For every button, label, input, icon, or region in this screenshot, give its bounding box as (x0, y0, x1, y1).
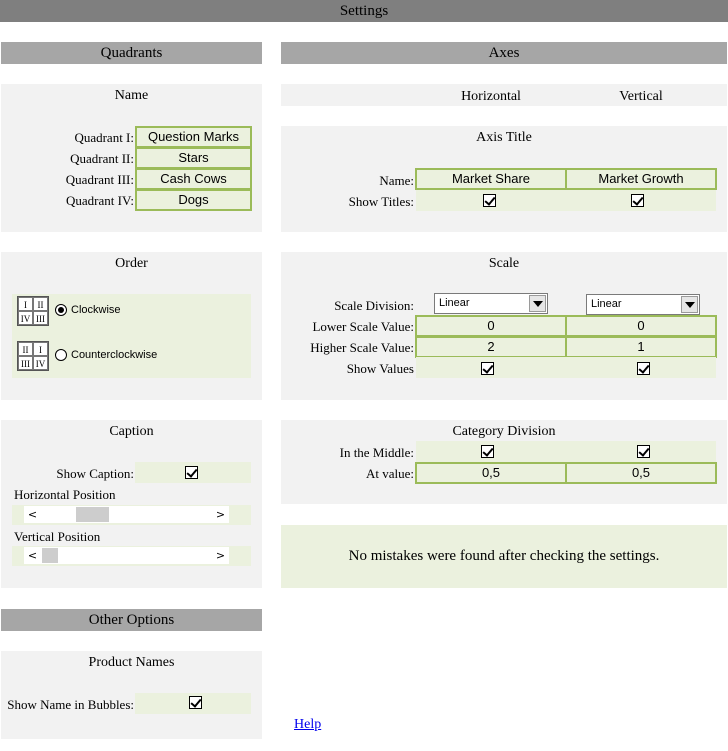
show-name-in-bubbles-label: Show Name in Bubbles: (7, 697, 134, 712)
scroll-right-icon[interactable]: > (215, 508, 226, 521)
category-division-title: Category Division (452, 424, 556, 439)
clockwise-label: Clockwise (71, 304, 121, 316)
show-horizontal-title-checkbox[interactable] (483, 194, 496, 207)
show-vertical-values-checkbox[interactable] (637, 362, 650, 375)
higher-scale-label: Higher Scale Value: (310, 340, 414, 355)
horizontal-higher-scale-input[interactable]: 2 (415, 336, 567, 358)
at-value-label: At value: (365, 466, 414, 481)
scale-division-label: Scale Division: (334, 298, 414, 313)
axis-name-label: Name: (379, 173, 414, 188)
horizontal-position-label: Horizontal Position (14, 487, 116, 502)
show-caption-label: Show Caption: (56, 466, 134, 481)
validation-message: No mistakes were found after checking the settings. (281, 525, 727, 588)
horizontal-at-value-input[interactable]: 0,5 (415, 462, 567, 484)
quadrant-4-input[interactable]: Dogs (135, 189, 252, 211)
vertical-column-header: Vertical (619, 89, 663, 104)
chevron-down-icon[interactable] (529, 295, 546, 312)
quadrant-2-input[interactable]: Stars (135, 147, 252, 169)
vertical-higher-scale-input[interactable]: 1 (565, 336, 717, 358)
quadrant-2-label: Quadrant II: (70, 151, 134, 166)
quadrant-3-input[interactable]: Cash Cows (135, 168, 252, 190)
vertical-axis-name-input[interactable]: Market Growth (565, 168, 717, 190)
show-vertical-title-checkbox[interactable] (631, 194, 644, 207)
name-section-title: Name (114, 88, 149, 103)
show-horizontal-values-checkbox[interactable] (481, 362, 494, 375)
help-link[interactable]: Help (294, 717, 322, 732)
show-caption-checkbox[interactable] (185, 466, 198, 479)
axis-title-section-title: Axis Title (476, 130, 532, 145)
vertical-position-label: Vertical Position (14, 529, 101, 544)
lower-scale-label: Lower Scale Value: (312, 319, 414, 334)
settings-title: Settings (339, 3, 389, 19)
horizontal-column-header: Horizontal (461, 89, 521, 104)
horizontal-scroll-thumb[interactable] (76, 507, 109, 522)
vertical-in-the-middle-checkbox[interactable] (637, 445, 650, 458)
in-the-middle-label: In the Middle: (339, 445, 414, 460)
axes-header: Axes (281, 42, 727, 64)
vertical-at-value-input[interactable]: 0,5 (565, 462, 717, 484)
horizontal-in-the-middle-checkbox[interactable] (481, 445, 494, 458)
horizontal-axis-name-input[interactable]: Market Share (415, 168, 567, 190)
order-section-title: Order (115, 256, 148, 271)
quadrant-3-label: Quadrant III: (65, 172, 134, 187)
show-titles-label: Show Titles: (348, 194, 414, 209)
vertical-scale-division-select[interactable]: Linear (586, 294, 700, 315)
vertical-lower-scale-input[interactable]: 0 (565, 315, 717, 337)
caption-section-title: Caption (109, 424, 154, 439)
quadrant-1-label: Quadrant I: (74, 130, 134, 145)
scroll-left-icon[interactable]: < (27, 549, 38, 562)
product-names-title: Product Names (88, 655, 175, 670)
vertical-position-scrollbar[interactable] (24, 547, 229, 564)
quadrant-1-input[interactable]: Question Marks (135, 126, 252, 148)
other-options-header: Other Options (1, 609, 262, 631)
clockwise-radio[interactable] (55, 304, 67, 316)
counterclockwise-label: Counterclockwise (71, 349, 158, 361)
scroll-right-icon[interactable]: > (215, 549, 226, 562)
show-name-in-bubbles-checkbox[interactable] (189, 696, 202, 709)
scroll-left-icon[interactable]: < (27, 508, 38, 521)
quadrant-4-label: Quadrant IV: (66, 193, 134, 208)
settings-title-bar (0, 0, 728, 22)
scale-section-title: Scale (488, 256, 520, 271)
horizontal-lower-scale-input[interactable]: 0 (415, 315, 567, 337)
counterclockwise-radio[interactable] (55, 349, 67, 361)
horizontal-position-scrollbar[interactable] (24, 506, 229, 523)
chevron-down-icon[interactable] (681, 296, 698, 313)
show-values-label: Show Values (346, 361, 414, 376)
quadrants-header: Quadrants (1, 42, 262, 64)
counterclockwise-quadrant-icon: II I III IV (17, 341, 49, 371)
clockwise-quadrant-icon: I II IV III (17, 296, 49, 326)
vertical-scroll-thumb[interactable] (42, 548, 58, 563)
horizontal-scale-division-select[interactable]: Linear (434, 293, 548, 314)
